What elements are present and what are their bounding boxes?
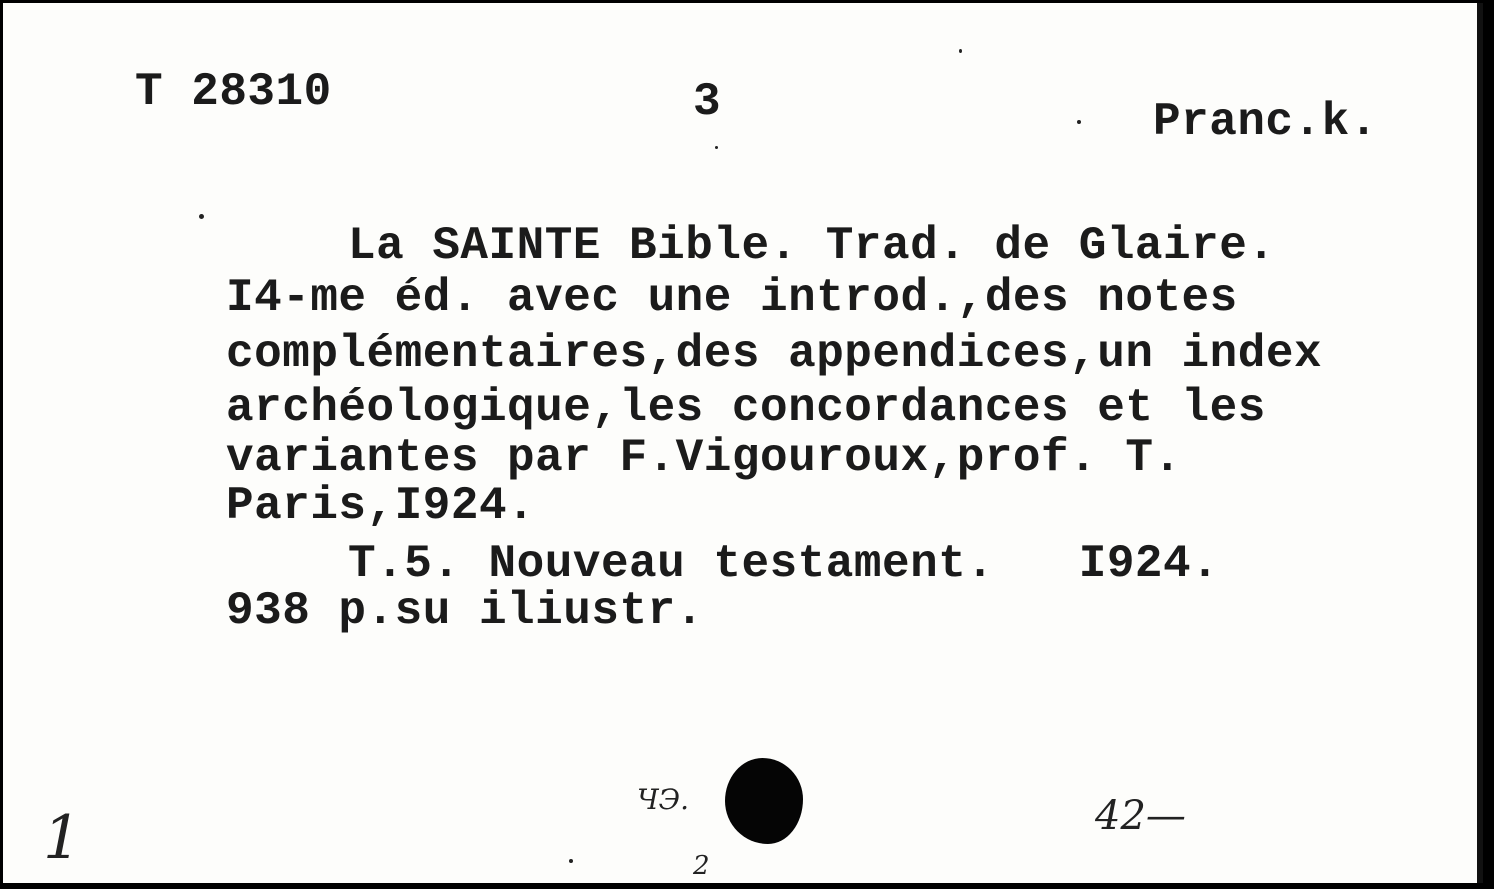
- entry-line-8: 938 p.su iliustr.: [226, 585, 704, 637]
- ink-speck: [959, 49, 962, 53]
- entry-line-2: I4-me éd. avec une introd.,des notes: [226, 272, 1238, 324]
- handwritten-bottom-right: 42—: [1095, 793, 1186, 839]
- entry-line-6: Paris,I924.: [226, 480, 536, 532]
- entry-line-3: complémentaires,des appendices,un index: [226, 328, 1323, 380]
- language-mark: Pranc.k.: [1153, 96, 1378, 148]
- catalog-card: [3, 3, 1483, 883]
- call-number: T 28310: [135, 66, 332, 118]
- ink-blot: [725, 758, 803, 844]
- entry-line-7: T.5. Nouveau testament. I924.: [348, 538, 1220, 590]
- ink-speck: [199, 214, 204, 219]
- handwritten-left-numeral: 1: [43, 803, 82, 873]
- entry-line-1: La SAINTE Bible. Trad. de Glaire.: [348, 220, 1276, 272]
- ink-speck: [715, 146, 718, 149]
- entry-line-4: archéologique,les concordances et les: [226, 382, 1266, 434]
- handwritten-bottom-center: ЧЭ.: [637, 783, 689, 816]
- volume-mark: 3: [693, 76, 722, 128]
- ink-speck: [1077, 120, 1081, 124]
- ink-speck: [569, 859, 573, 863]
- handwritten-bottom-center-small: 2: [693, 851, 710, 881]
- entry-line-5: variantes par F.Vigouroux,prof. T.: [226, 432, 1182, 484]
